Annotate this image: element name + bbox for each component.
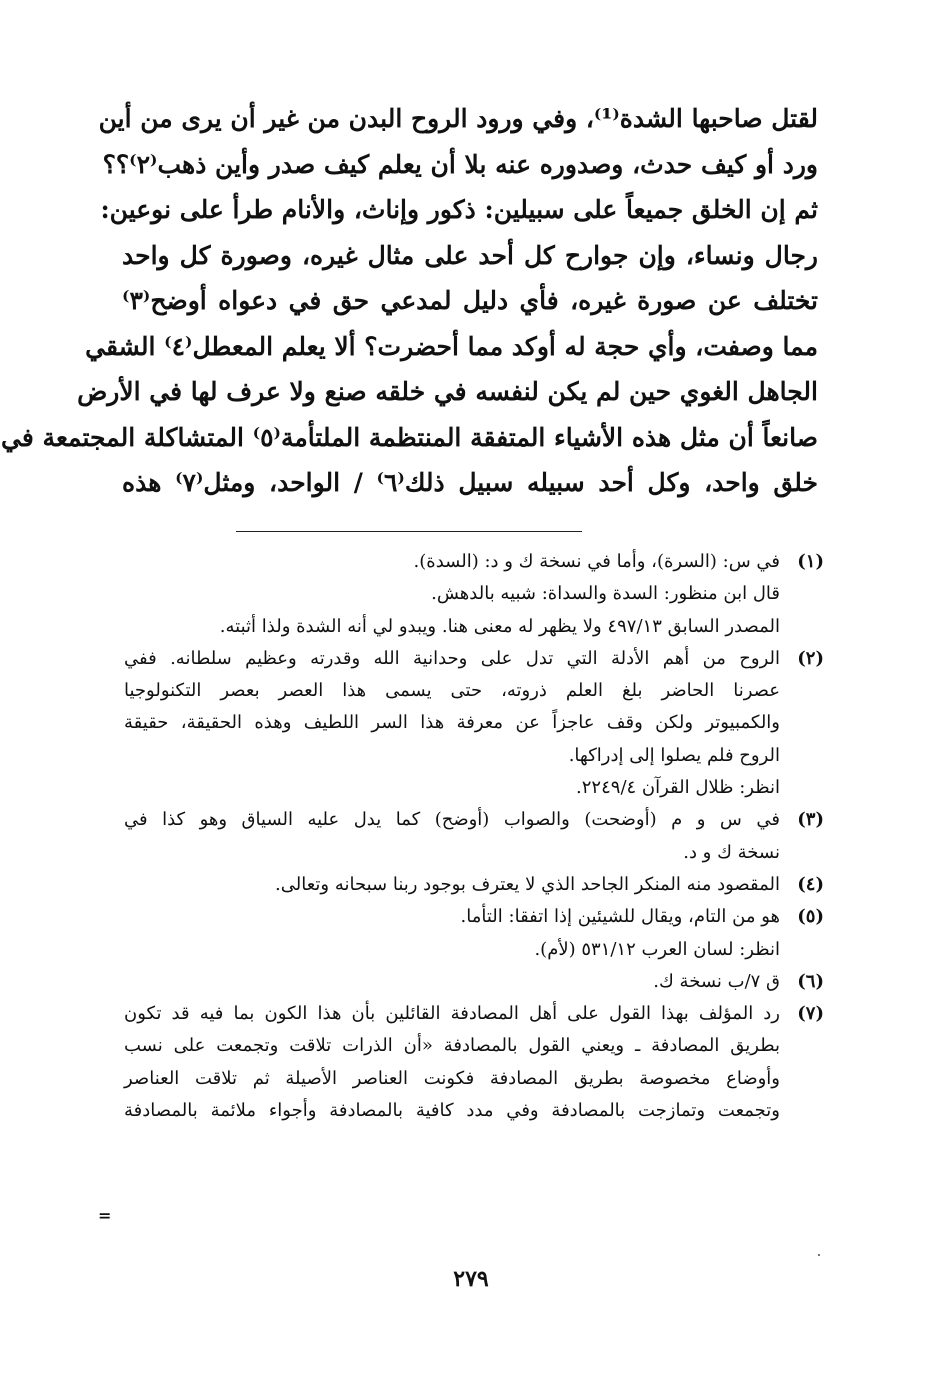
footnote-line: في س و م (أوضحت) والصواب (أوضح) كما يدل عليه السياق وهو كذا في (124, 809, 780, 831)
footnote-line: ق ٧/ب نسخة ك. (653, 970, 780, 992)
footnote-3 (124, 804, 824, 869)
footnote-line: انظر: لسان العرب ٥٣١/١٢ (لأم). (534, 938, 780, 960)
main-text-line: صانعاً أن مثل هذه الأشياء المتفقة المنتظمة الملتأمة⁽٥⁾ المتشاكلة المجتمعة في (1, 422, 818, 452)
main-text-line: ورد أو كيف حدث، وصدوره عنه بلا أن يعلم كيف صدر وأين ذهب⁽٢⁾؟؟ (102, 149, 818, 179)
footnote-number: (٣) (797, 809, 824, 831)
footnote-line: وتجمعت وتمازجت بالمصادفة وفي مدد كافية بالمصادفة وأجواء ملائمة بالمصادفة (124, 1100, 780, 1122)
footnote-separator (236, 531, 582, 532)
footnote-line: انظر: ظلال القرآن ٢٢٤٩/٤. (576, 777, 780, 799)
main-text-line: رجال ونساء، وإن جوارح كل أحد على مثال غيره، وصورة كل واحد (122, 240, 818, 270)
footnote-7 (124, 998, 824, 1127)
footnote-number: (١) (797, 551, 824, 572)
footnote-4 (124, 869, 824, 901)
main-text-line: تختلف عن صورة غيره، فأي دليل لمدعي حق في دعواه أوضح⁽٣⁾ (122, 286, 818, 315)
footnote-2 (124, 643, 824, 804)
footnote-line: نسخة ك و د. (683, 841, 780, 863)
footnote-number: (٧) (797, 1003, 824, 1025)
footnote-5 (124, 901, 824, 966)
footnote-line: وأوضاع مخصوصة بطريق المصادفة فكونت العناصر الأصيلة ثم تلاقت العناصر (124, 1067, 780, 1089)
scan-speck (818, 1254, 820, 1256)
footnote-line: في س: (السرة)، وأما في نسخة ك و د: (السدة). (413, 551, 780, 572)
continuation-mark: = (98, 1206, 112, 1225)
main-text-line: خلق واحد، وكل أحد سبيله سبيل ذلك⁽٦⁾ / الواحد، ومثل⁽٧⁾ هذه (122, 468, 818, 497)
footnotes-block (124, 546, 824, 1127)
footnote-line: المصدر السابق ٤٩٧/١٣ ولا يظهر له معنى هنا. ويبدو لي أنه الشدة ولذا أثبته. (219, 615, 780, 637)
footnote-6 (124, 966, 824, 998)
main-text-block (1, 96, 818, 506)
footnote-number: (٤) (797, 873, 824, 895)
footnote-line: رد المؤلف بهذا القول على أهل المصادفة القائلين بأن هذا الكون بما فيه قد تكون (124, 1003, 780, 1025)
footnote-line: قال ابن منظور: السدة والسداة: شبيه بالدهش. (431, 583, 780, 605)
main-text-line: مما وصفت، وأي حجة له أوكد مما أحضرت؟ ألا يعلم المعطل⁽٤⁾ الشقي (85, 331, 818, 361)
footnote-line: المقصود منه المنكر الجاحد الذي لا يعترف بوجود ربنا سبحانه وتعالى. (275, 873, 780, 895)
footnote-line: والكمبيوتر ولكن وقف عاجزاً عن معرفة هذا السر اللطيف وهذه الحقيقة، حقيقة (124, 712, 780, 734)
footnote-number: (٥) (797, 906, 824, 928)
footnote-line: الروح فلم يصلوا إلى إدراكها. (568, 744, 780, 766)
footnote-line: بطريق المصادفة ـ ويعني القول بالمصادفة «أن الذرات تلاقت وتجمعت على نسب (124, 1035, 780, 1057)
main-text-line: الجاهل الغوي حين لم يكن لنفسه في خلقه صنع ولا عرف لها في الأرض (77, 377, 818, 406)
page-number: ٢٧٩ (453, 1266, 489, 1292)
main-text-line: لقتل صاحبها الشدة⁽¹⁾، وفي ورود الروح البدن من غير أن يرى من أين (98, 104, 818, 133)
footnote-1 (124, 546, 824, 643)
footnote-line: الروح من أهم الأدلة التي تدل على وحدانية الله وقدرته وعظيم سلطانه. ففي (124, 647, 780, 669)
footnote-line: عصرنا الحاضر بلغ العلم ذروته، حتى يسمى هذا العصر بعصر التكنولوجيا (124, 680, 780, 702)
footnote-number: (٦) (797, 970, 824, 992)
footnote-number: (٢) (797, 647, 824, 669)
main-text-line: ثم إن الخلق جميعاً على سبيلين: ذكور وإناث، والأنام طرأ على نوعين: (100, 195, 818, 224)
footnote-line: هو من التام، ويقال للشيئين إذا اتفقا: التأما. (460, 906, 780, 928)
